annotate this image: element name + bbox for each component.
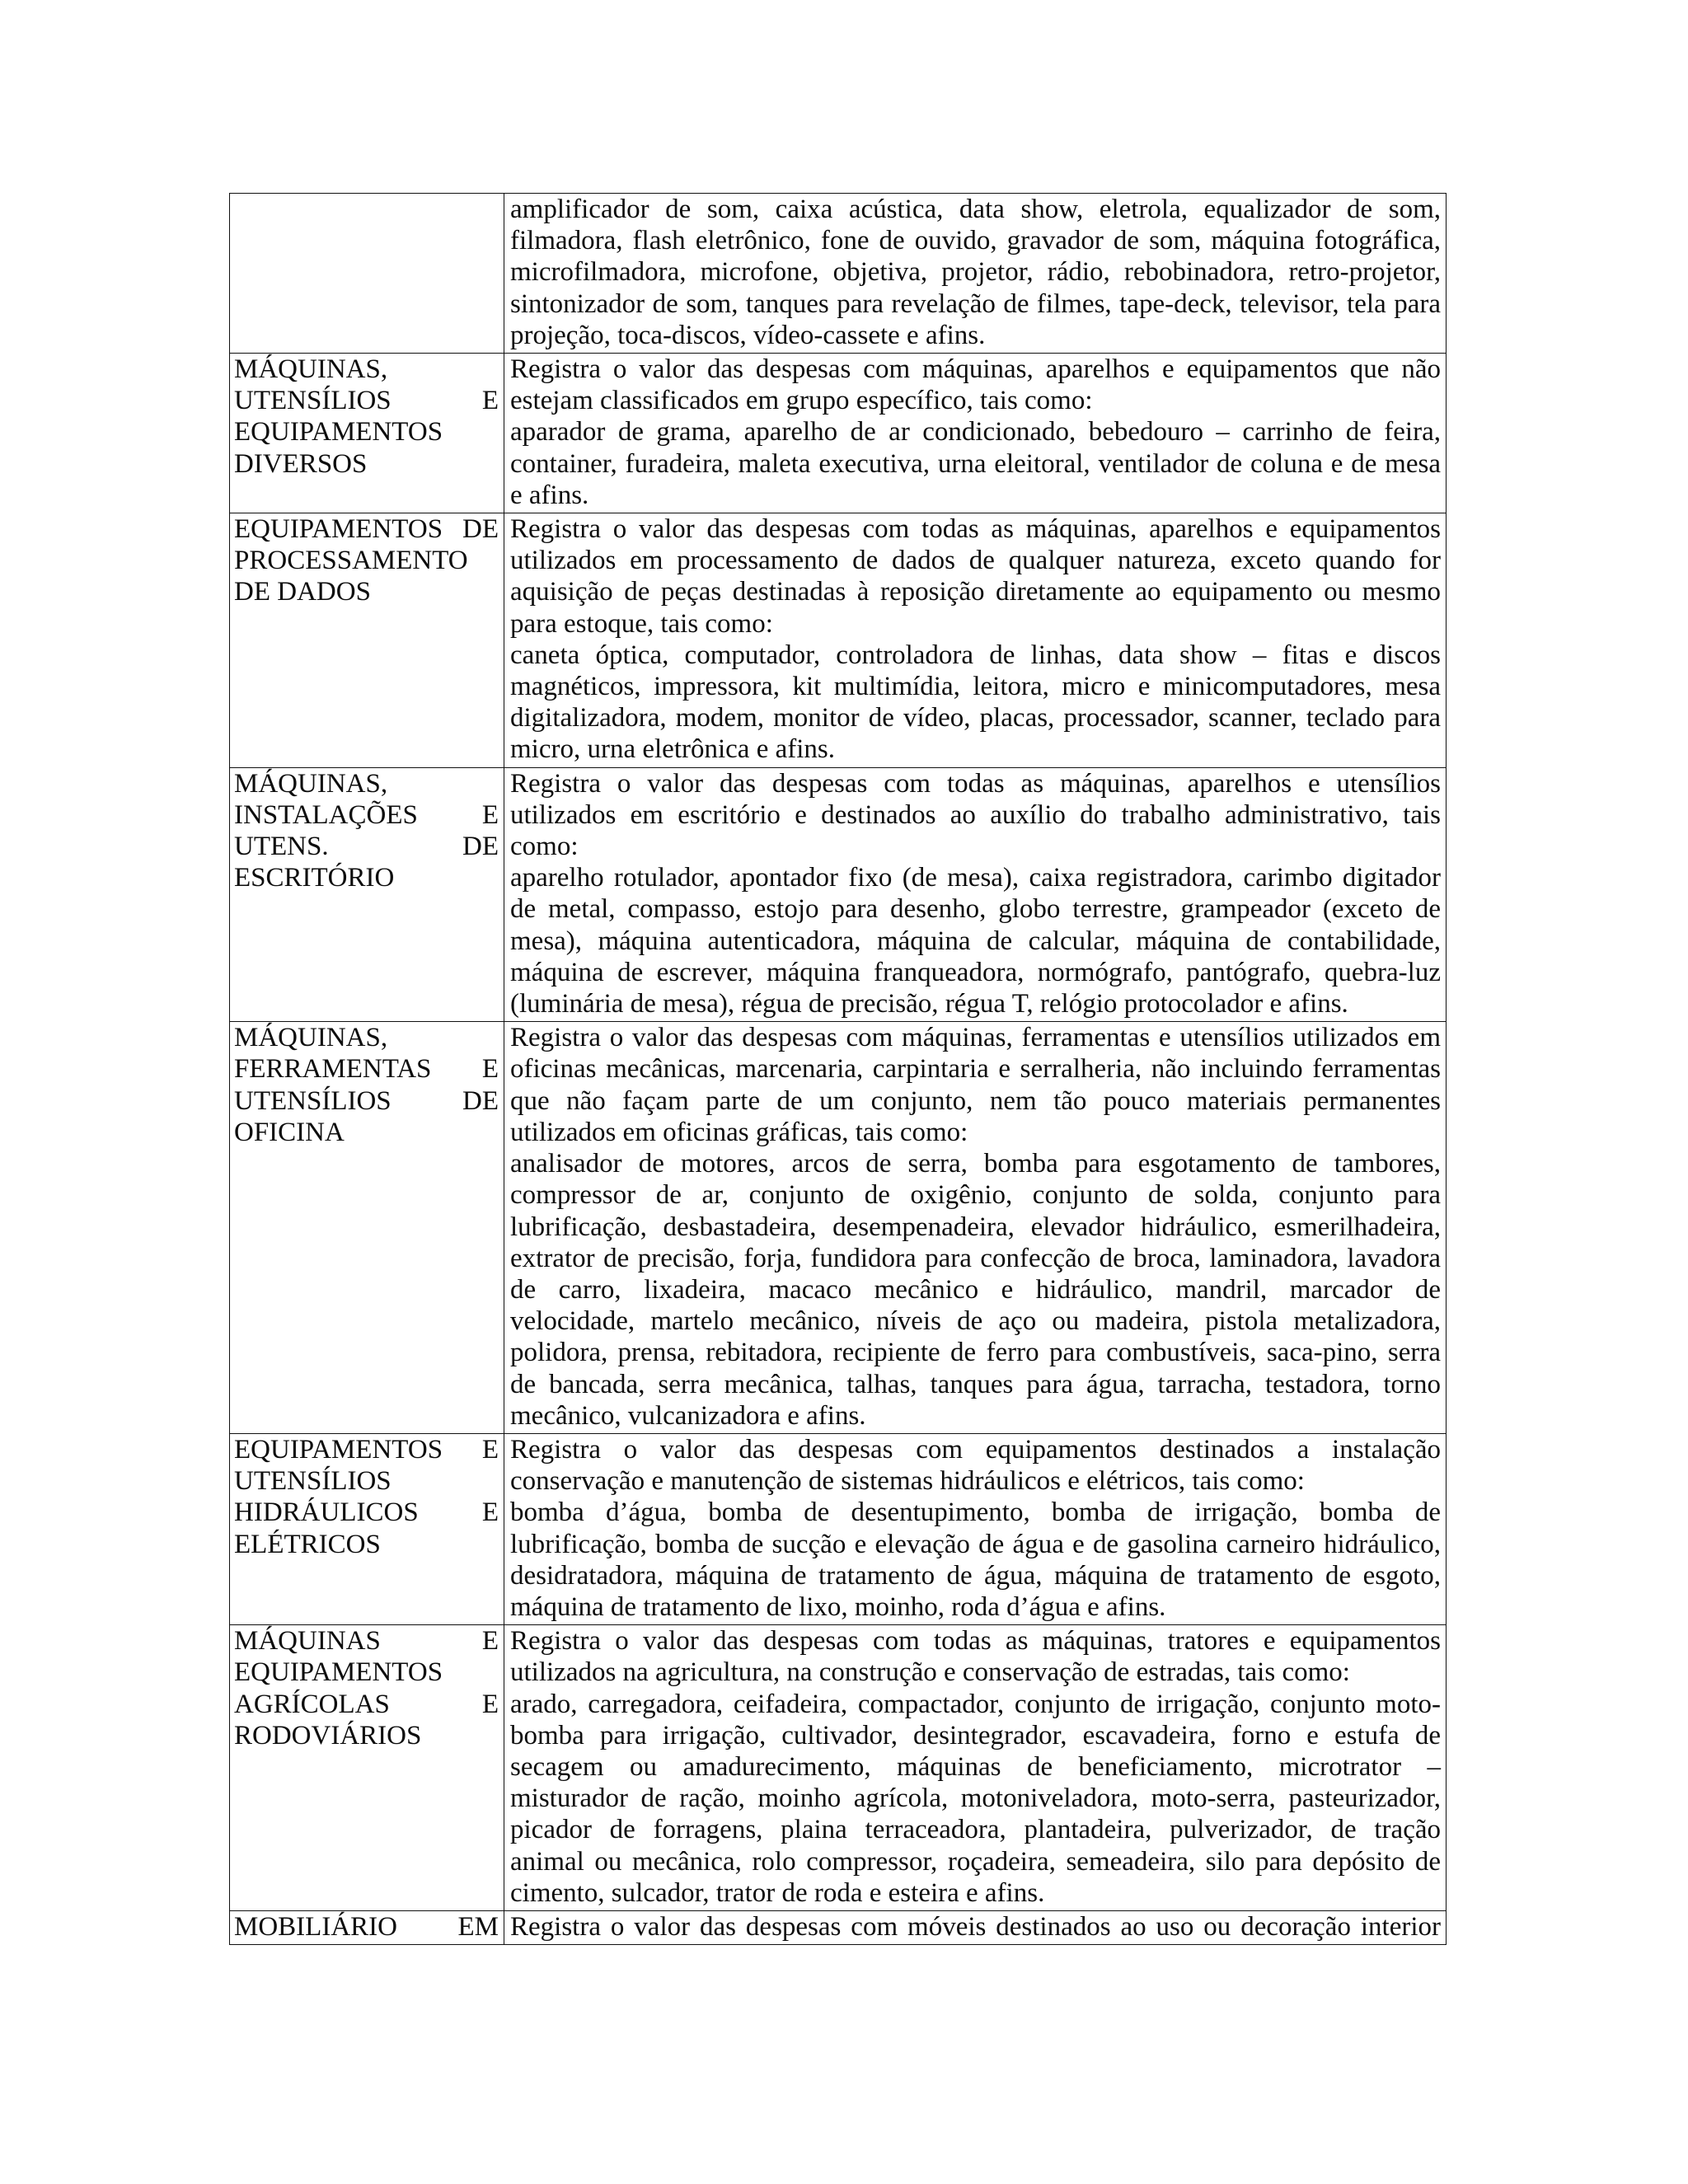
description-cell (504, 1625, 1447, 1911)
text-line: bomba d’água, bomba de desentupimento, bomba de irrigação, bomba de (510, 1497, 1441, 1528)
description-paragraph (510, 1911, 1441, 1943)
description-paragraph (510, 640, 1441, 766)
description-cell (504, 1433, 1447, 1624)
category-cell (230, 767, 504, 1022)
category-cell (230, 354, 504, 513)
text-line: INSTALAÇÕES E (234, 799, 499, 830)
description-paragraph (510, 768, 1441, 863)
text-line: HIDRÁULICOS E (234, 1497, 499, 1528)
category-cell (230, 1625, 504, 1911)
category-heading (234, 768, 499, 894)
text-line: UTENSÍLIOS (234, 1466, 392, 1497)
text-line: misturador de ração, moinho agrícola, motoniveladora, moto-serra, pasteurizador, (510, 1783, 1441, 1814)
text-line: OFICINA (234, 1117, 345, 1147)
text-line: FERRAMENTAS E (234, 1054, 499, 1085)
text-line: MÁQUINAS, (234, 354, 388, 385)
text-line: MÁQUINAS, (234, 1023, 388, 1053)
text-line: ESCRITÓRIO (234, 863, 395, 893)
text-line: (luminária de mesa), régua de precisão, régua T, relógio protocolador e afins. (510, 989, 1348, 1019)
category-heading (234, 1022, 499, 1148)
description-paragraph (510, 1625, 1441, 1688)
text-line: utilizados em processamento de dados de qualquer natureza, exceto quando for (510, 546, 1441, 576)
text-line: DIVERSOS (234, 448, 368, 479)
description-paragraph (510, 1689, 1441, 1909)
category-heading (234, 1434, 499, 1560)
text-line: aparelho rotulador, apontador fixo (de mesa), caixa registradora, carimbo digitador (510, 863, 1441, 893)
text-line: Registra o valor das despesas com equipamentos destinados a instalação (510, 1434, 1441, 1465)
text-line: micro, urna eletrônica e afins. (510, 734, 835, 765)
text-line: animal ou mecânica, rolo compressor, roçadeira, semeadeira, silo para depósito de (510, 1846, 1441, 1877)
text-line: aparador de grama, aparelho de ar condicionado, bebedouro – carrinho de feira, (510, 417, 1441, 448)
text-line: MOBILIÁRIO EM (234, 1911, 499, 1942)
description-paragraph (510, 1497, 1441, 1623)
text-line: microfilmadora, microfone, objetiva, projetor, rádio, rebobinadora, retro-projetor, (510, 257, 1441, 288)
table-row (230, 1433, 1447, 1624)
text-line: arado, carregadora, ceifadeira, compactador, conjunto de irrigação, conjunto moto- (510, 1689, 1441, 1719)
table-body (230, 194, 1447, 1945)
category-heading (234, 354, 499, 480)
text-line: que não façam parte de um conjunto, nem tão pouco materiais permanentes (510, 1085, 1441, 1116)
description-paragraph (510, 1022, 1441, 1148)
text-line: AGRÍCOLAS E (234, 1689, 499, 1719)
text-line: extrator de precisão, forja, fundidora para confecção de broca, laminadora, lavadora (510, 1243, 1441, 1273)
category-heading (234, 513, 499, 608)
text-line: de metal, compasso, estojo para desenho, globo terrestre, grampeador (exceto de (510, 894, 1441, 925)
text-line: como: (510, 832, 579, 862)
text-line: EQUIPAMENTOS DE (234, 514, 499, 545)
table-row (230, 1625, 1447, 1911)
text-line: magnéticos, impressora, kit multimídia, leitora, micro e minicomputadores, mesa (510, 672, 1441, 702)
text-line: cimento, sulcador, trator de roda e esteira e afins. (510, 1877, 1045, 1908)
text-line: utilizados em oficinas gráficas, tais como: (510, 1117, 968, 1147)
text-line: Registra o valor das despesas com máquinas, ferramentas e utensílios utilizados em (510, 1023, 1441, 1053)
description-paragraph (510, 1434, 1441, 1497)
table-row (230, 1022, 1447, 1434)
text-line: oficinas mecânicas, marcenaria, carpintaria e serralheria, não incluindo ferramentas (510, 1054, 1441, 1085)
text-line: para estoque, tais como: (510, 608, 773, 639)
category-cell (230, 1433, 504, 1624)
text-line: UTENS. DE (234, 832, 499, 862)
text-line: de carro, lixadeira, macaco mecânico e hidráulico, mandril, marcador de (510, 1274, 1441, 1305)
description-cell (504, 194, 1447, 354)
category-heading (234, 1911, 499, 1943)
text-line: secagem ou amadurecimento, máquinas de beneficiamento, microtrator – (510, 1751, 1441, 1782)
text-line: e afins. (510, 480, 589, 510)
description-paragraph (510, 354, 1441, 416)
category-cell (230, 513, 504, 768)
description-cell (504, 354, 1447, 513)
text-line: RODOVIÁRIOS (234, 1720, 422, 1750)
table-row (230, 354, 1447, 513)
text-line: EQUIPAMENTOS E (234, 1434, 499, 1465)
text-line: Registra o valor das despesas com máquinas, aparelhos e equipamentos que não (510, 354, 1441, 385)
expense-category-table (229, 193, 1447, 1945)
text-line: ELÉTRICOS (234, 1529, 381, 1559)
category-cell (230, 194, 504, 354)
category-cell (230, 1910, 504, 1944)
text-line: Registra o valor das despesas com todas as máquinas, aparelhos e utensílios (510, 768, 1441, 799)
text-line: filmadora, flash eletrônico, fone de ouvido, gravador de som, máquina fotográfica, (510, 226, 1441, 256)
text-line: analisador de motores, arcos de serra, bomba para esgotamento de tambores, (510, 1149, 1441, 1179)
text-line: utilizados na agricultura, na construção e conservação de estradas, tais como: (510, 1657, 1350, 1688)
text-line: Registra o valor das despesas com todas as máquinas, aparelhos e equipamentos (510, 514, 1441, 545)
text-line: mesa), máquina autenticadora, máquina de calcular, máquina de contabilidade, (510, 926, 1441, 956)
text-line: sintonizador de som, tanques para revelação de filmes, tape-deck, televisor, tela para (510, 288, 1441, 319)
text-line: digitalizadora, modem, monitor de vídeo, placas, processador, scanner, teclado para (510, 703, 1441, 733)
description-paragraph (510, 1148, 1441, 1432)
category-cell (230, 1022, 504, 1434)
description-cell (504, 767, 1447, 1022)
table-row (230, 767, 1447, 1022)
description-paragraph (510, 416, 1441, 511)
text-line: picador de forragens, plaina terraceadora, plantadeira, pulverizador, de tração (510, 1815, 1441, 1845)
text-line: conservação e manutenção de sistemas hidráulicos e elétricos, tais como: (510, 1466, 1305, 1497)
description-paragraph (510, 862, 1441, 1019)
text-line: container, furadeira, maleta executiva, urna eleitoral, ventilador de coluna e de mesa (510, 448, 1441, 479)
text-line: DE DADOS (234, 577, 371, 607)
text-line: desidratadora, máquina de tratamento de água, máquina de tratamento de esgoto, (510, 1560, 1441, 1591)
text-line: Registra o valor das despesas com móveis destinados ao uso ou decoração interior (510, 1911, 1441, 1942)
text-line: bomba para irrigação, cultivador, desintegrador, escavadeira, forno e estufa de (510, 1720, 1441, 1750)
text-line: UTENSÍLIOS E (234, 386, 499, 416)
text-line: aquisição de peças destinadas à reposição diretamente ao equipamento ou mesmo (510, 577, 1441, 607)
text-line: lubrificação, desbastadeira, desempenadeira, elevador hidráulico, esmerilhadeira, (510, 1212, 1441, 1242)
text-line: mecânico, vulcanizadora e afins. (510, 1400, 866, 1431)
text-line: EQUIPAMENTOS (234, 1657, 443, 1688)
text-line: caneta óptica, computador, controladora de linhas, data show – fitas e discos (510, 640, 1441, 670)
text-line: utilizados em escritório e destinados ao auxílio do trabalho administrativo, tais (510, 799, 1441, 830)
text-line: velocidade, martelo mecânico, níveis de aço ou madeira, pistola metalizadora, (510, 1306, 1441, 1337)
text-line: Registra o valor das despesas com todas as máquinas, tratores e equipamentos (510, 1626, 1441, 1657)
text-line: de bancada, serra mecânica, talhas, tanques para água, tarracha, testadora, torno (510, 1369, 1441, 1399)
description-cell (504, 513, 1447, 768)
text-line: MÁQUINAS, (234, 768, 388, 799)
text-line: projeção, toca-discos, vídeo-cassete e afins. (510, 320, 986, 350)
description-paragraph (510, 513, 1441, 640)
text-line: lubrificação, bomba de sucção e elevação de água e de gasolina carneiro hidráulico, (510, 1529, 1441, 1559)
text-line: MÁQUINAS E (234, 1626, 499, 1657)
description-cell (504, 1022, 1447, 1434)
text-line: máquina de tratamento de lixo, moinho, roda d’água e afins. (510, 1591, 1166, 1622)
text-line: PROCESSAMENTO (234, 546, 468, 576)
description-cell (504, 1910, 1447, 1944)
text-line: amplificador de som, caixa acústica, data show, eletrola, equalizador de som, (510, 194, 1441, 224)
text-line: máquina de escrever, máquina franqueadora, normógrafo, pantógrafo, quebra-luz (510, 957, 1441, 987)
text-line: EQUIPAMENTOS (234, 417, 443, 448)
text-line: estejam classificados em grupo específico, tais como: (510, 386, 1093, 416)
text-line: polidora, prensa, rebitadora, recipiente de ferro para combustíveis, saca-pino, serra (510, 1338, 1441, 1368)
category-heading (234, 1625, 499, 1751)
text-line: UTENSÍLIOS DE (234, 1085, 499, 1116)
description-paragraph (510, 194, 1441, 351)
table-row (230, 194, 1447, 354)
table-row (230, 1910, 1447, 1944)
table-row (230, 513, 1447, 768)
text-line: compressor de ar, conjunto de oxigênio, conjunto de solda, conjunto para (510, 1180, 1441, 1211)
